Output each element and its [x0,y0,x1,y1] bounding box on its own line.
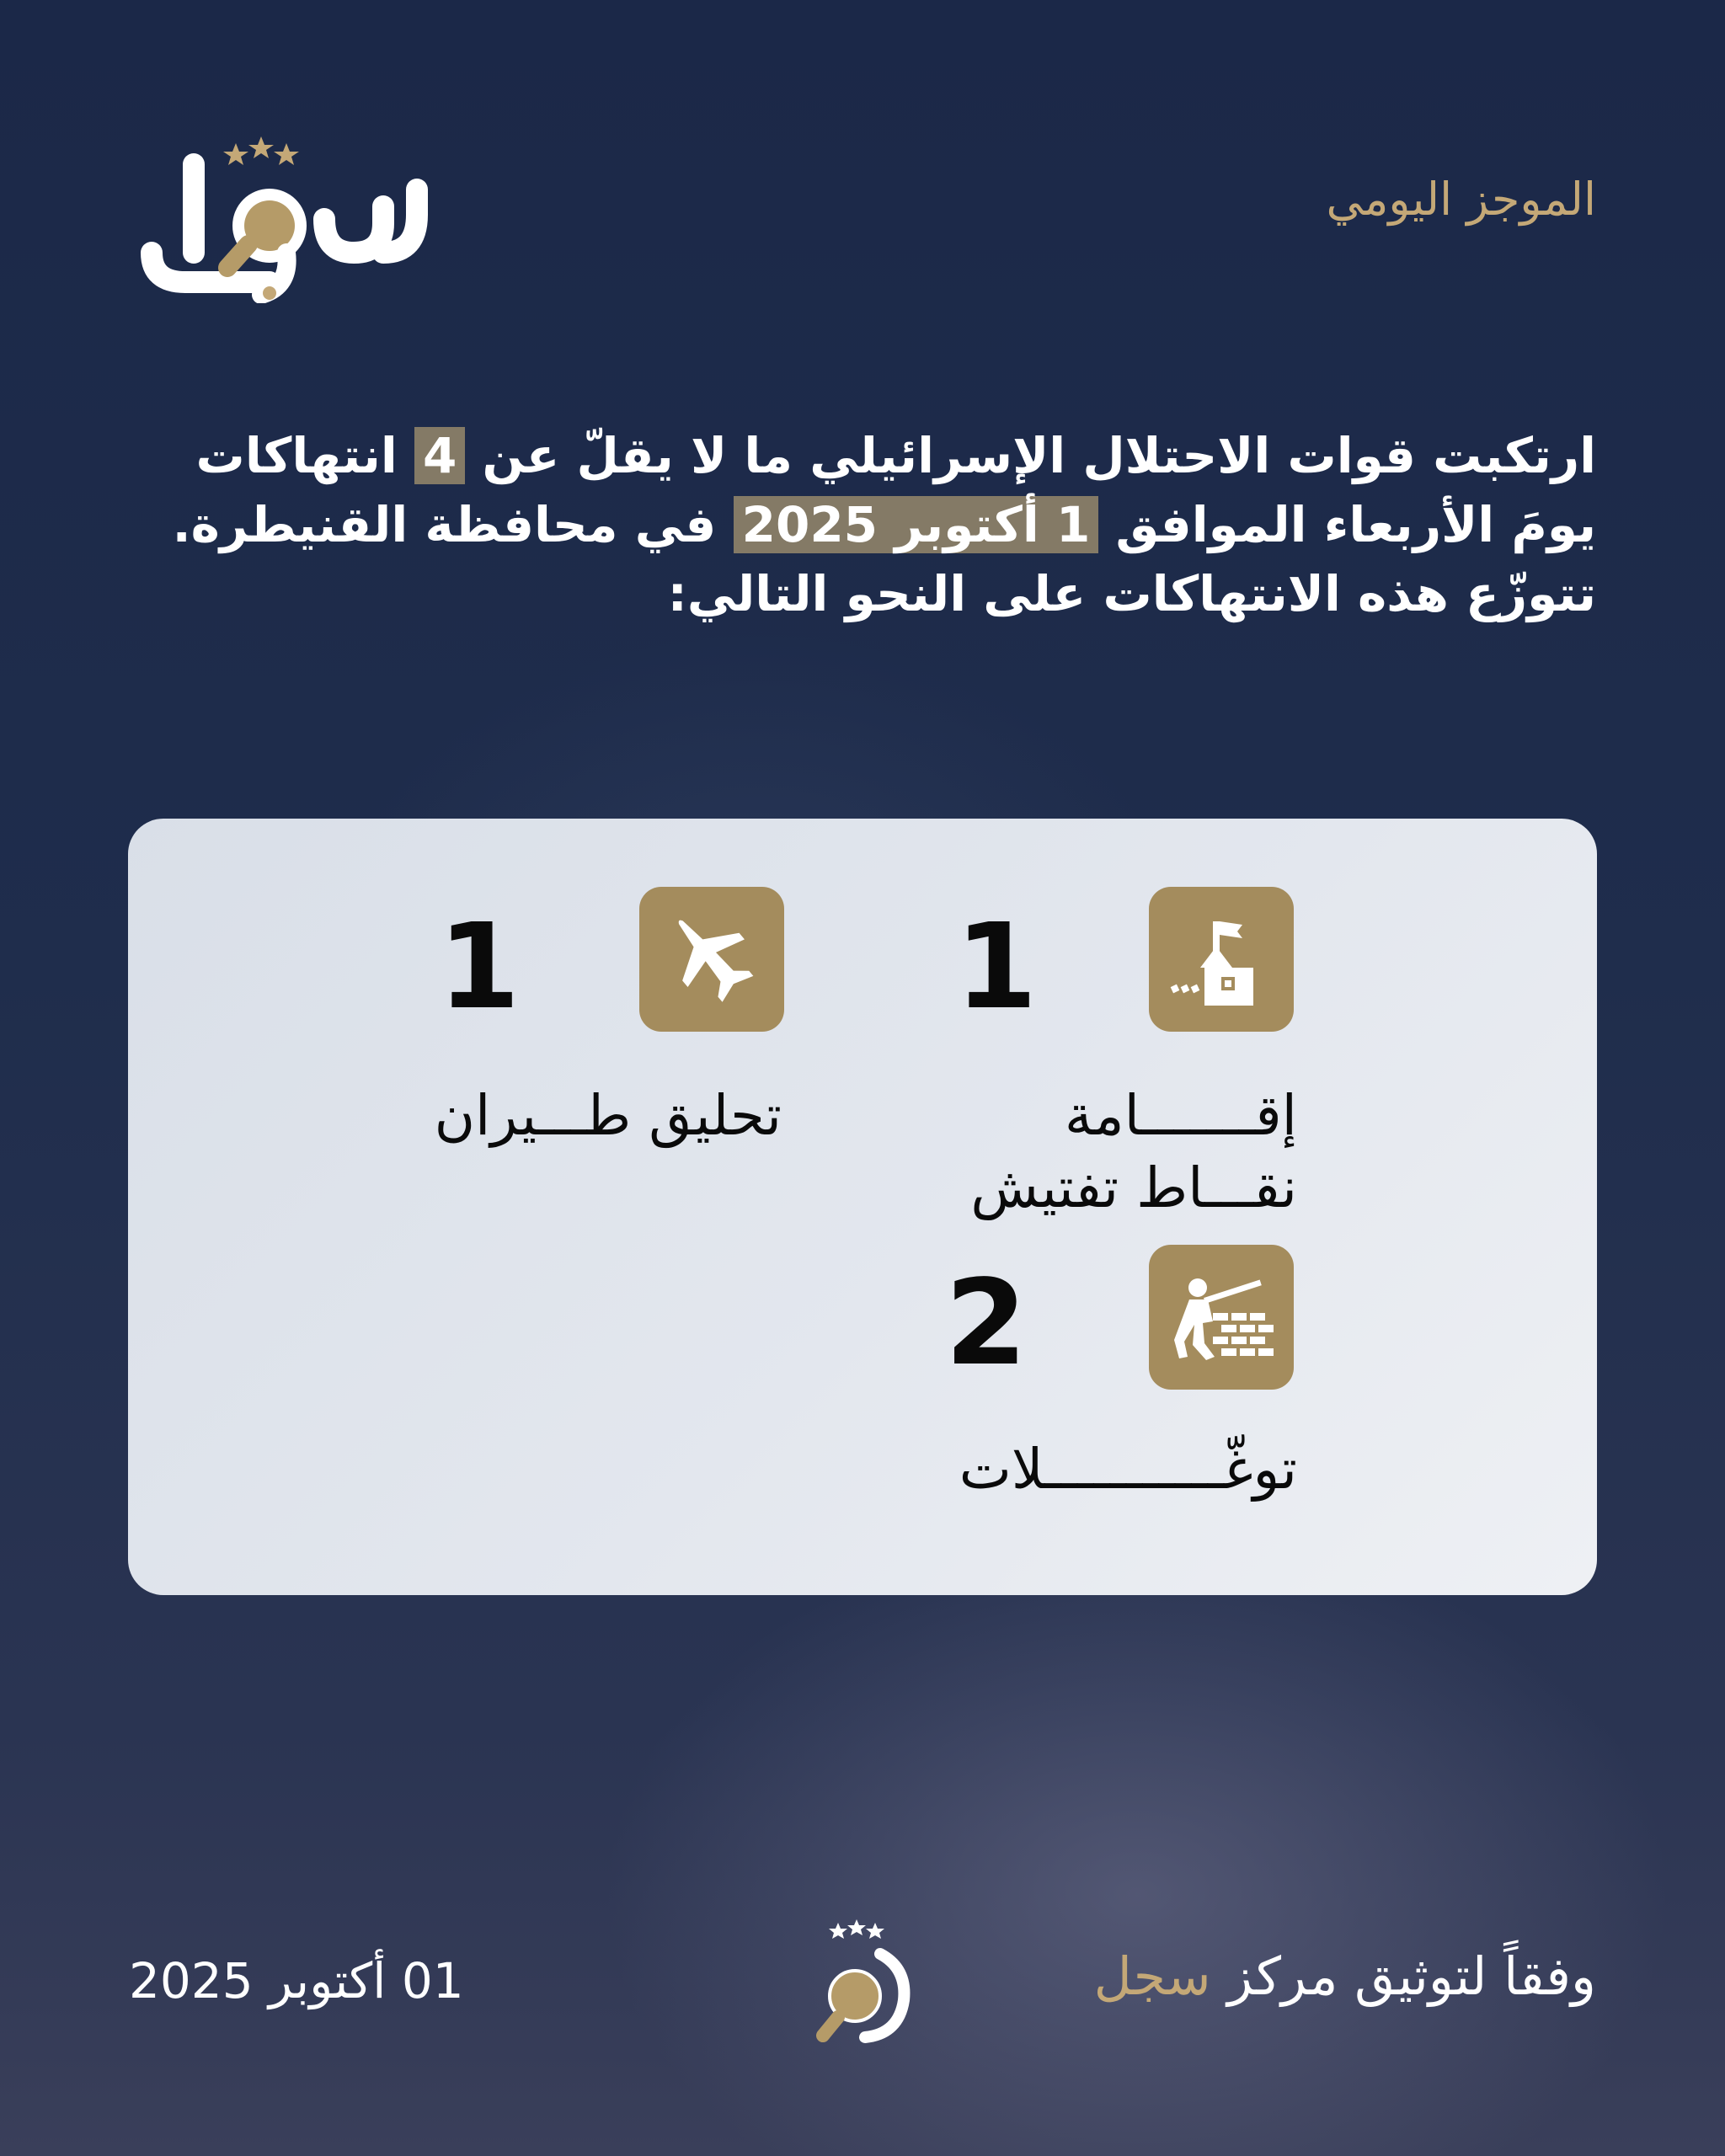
credit-prefix: وفقاً لتوثيق مركز [1227,1945,1596,2007]
footer-logo [804,1916,914,2051]
soldier-incursion-icon [1149,1245,1294,1390]
checkpoint-label-line2: نقـــاط تفتيش [970,1155,1297,1220]
stats-card [128,819,1597,1595]
credit-brand: سجل [1093,1945,1211,2007]
incursion-label: توغّـــــــــــلات [959,1437,1297,1502]
flight-count: 1 [438,899,521,1036]
logo-star-icon [248,136,274,158]
total-violations-highlight: 4 [414,427,465,484]
intro-text: انتهاكات يومَ الأربعاء الموافق [195,427,1596,553]
brand-logo [135,126,438,303]
logo-star-icon [847,1919,866,1935]
date-highlight: 1 أكتوبر 2025 [734,496,1099,553]
footer-credit [1094,1945,1596,2007]
logo-star-icon [274,143,299,165]
incursion-count: 2 [945,1255,1028,1392]
checkpoint-count: 1 [955,899,1038,1036]
section-title: الموجز اليومي [1326,173,1596,226]
fighter-jet-icon [639,887,784,1032]
intro-text: ارتكبت قوات الاحتلال الإسرائيلي ما لا يقلّ عن [482,427,1596,484]
intro-paragraph [126,421,1596,628]
checkpoint-icon [1149,887,1294,1032]
checkpoint-label: إقـــــــامة [1064,1083,1297,1148]
logo-star-icon [223,143,248,165]
logo-star-icon [829,1923,847,1939]
intro-text: في محافظة القنيطرة. تتوزّع هذه الانتهاكات على النحو التالي: [172,496,1596,622]
flight-label: تحليق طـــيران [434,1083,782,1148]
footer-date: 01 أكتوبر 2025 [129,1952,464,2009]
logo-star-icon [866,1923,884,1939]
